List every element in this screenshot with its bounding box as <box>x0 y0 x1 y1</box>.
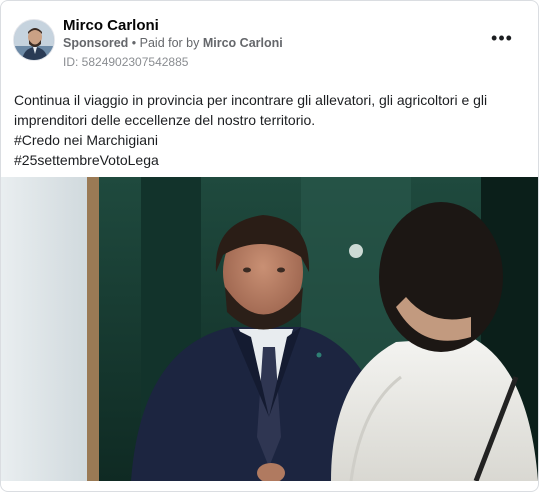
post-message: Continua il viaggio in provincia per incontrare gli allevatori, gli agricoltori e gli imprenditori delle eccellenze del nostro territorio. <box>14 92 488 128</box>
more-options-icon[interactable]: ••• <box>491 28 513 48</box>
paid-for-prefix: Paid for by <box>139 36 203 50</box>
paid-for-name[interactable]: Mirco Carloni <box>202 36 283 50</box>
sponsorship-line <box>63 36 283 50</box>
post-text <box>14 90 524 170</box>
hashtag-25settembre[interactable]: #25settembreVotoLega <box>14 152 159 168</box>
meta-separator: • <box>128 36 140 50</box>
avatar[interactable] <box>13 19 55 61</box>
author-name[interactable]: Mirco Carloni <box>63 17 159 34</box>
hashtag-credo[interactable]: #Credo nei Marchigiani <box>14 132 158 148</box>
video-player[interactable] <box>1 177 538 481</box>
ad-id: ID: 5824902307542885 <box>63 55 189 69</box>
sponsored-label: Sponsored <box>63 36 129 50</box>
video-frame <box>1 177 538 481</box>
post-header <box>13 15 526 71</box>
